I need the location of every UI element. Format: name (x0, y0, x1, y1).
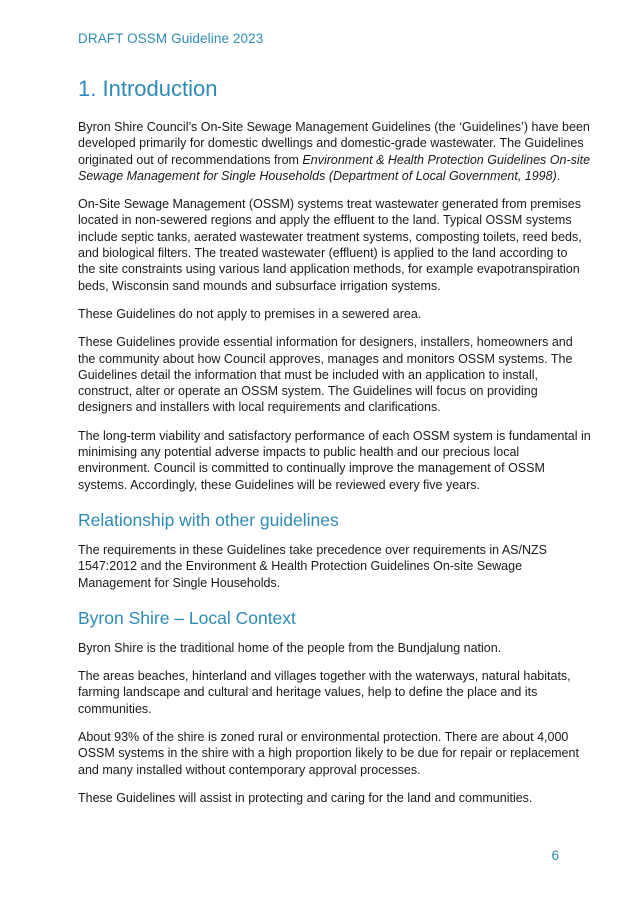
local-context-paragraph-1 (78, 640, 566, 656)
text-line: developed primarily for domestic dwellings and domestic-grade wastewater. The Guidelines (78, 136, 584, 151)
text-line: farming landscape and cultural and heritage values, help to define the place and its (78, 685, 538, 700)
text-line: construct, alter or operate an OSSM system. The Guidelines will focus on providing (78, 384, 538, 399)
page-content (78, 74, 591, 818)
text-line: About 93% of the shire is zoned rural or environmental protection. There are about 4,000 (78, 730, 569, 745)
text-line-mixed (78, 152, 591, 168)
text-line: the site constraints using various land application methods, for example evapotranspiration (78, 262, 580, 277)
text-line: OSSM systems in the shire with a high proportion likely to be due for repair or replacement (78, 746, 579, 761)
text-line: Management for Single Households. (78, 575, 281, 590)
text-line: The requirements in these Guidelines take precedence over requirements in AS/NZS (78, 542, 547, 557)
text-line: environment. Council is committed to continually improve the management of OSSM (78, 461, 545, 476)
citation-italic: Sewage Management for Single Households (Department of Local Government, 1998) (78, 168, 557, 183)
text-line: include septic tanks, aerated wastewater treatment systems, composting toilets, reed beds, (78, 229, 582, 244)
local-context-paragraph-3 (78, 729, 579, 778)
text-line-mixed (78, 168, 566, 184)
text-fragment: originated out of recommendations from (78, 152, 303, 167)
text-line: communities. (78, 701, 152, 716)
text-line: and many installed without contemporary approval processes. (78, 762, 421, 777)
intro-paragraph-4 (78, 334, 573, 415)
text-line: 1547:2012 and the Environment & Health Protection Guidelines On-site Sewage (78, 559, 523, 574)
text-line: Byron Shire is the traditional home of the people from the Bundjalung nation. (78, 640, 502, 655)
local-context-paragraph-4 (78, 790, 566, 806)
text-line: designers and installers with local requirements and clarifications. (78, 400, 441, 415)
text-line: the community about how Council approves, manages and monitors OSSM systems. The (78, 351, 573, 366)
text-line: These Guidelines provide essential information for designers, installers, homeowners and (78, 335, 573, 350)
text-line: minimising any potential adverse impacts to public health and our precious local (78, 445, 520, 460)
intro-paragraph-1 (78, 119, 591, 184)
text-fragment: . (556, 168, 561, 183)
intro-paragraph-3 (78, 306, 566, 322)
section-heading-local-context: Byron Shire – Local Context (78, 607, 296, 628)
intro-paragraph-2 (78, 196, 582, 294)
running-header: DRAFT OSSM Guideline 2023 (78, 31, 264, 46)
section-heading-relationship: Relationship with other guidelines (78, 509, 339, 530)
text-line: Guidelines detail the information that must be included with an application to install, (78, 367, 538, 382)
text-line: On-Site Sewage Management (OSSM) systems treat wastewater generated from premises (78, 197, 581, 212)
text-line: Byron Shire Council’s On-Site Sewage Management Guidelines (the ‘Guidelines’) have been (78, 120, 590, 134)
text-line: and biological filters. The treated wastewater (effluent) is applied to the land according to (78, 246, 568, 261)
heading-number: 1. (78, 76, 97, 101)
text-line: located in non-sewered regions and apply the effluent to the land. Typical OSSM systems (78, 213, 572, 228)
text-line: beds, Wisconsin sand mounds and subsurface irrigation systems. (78, 278, 441, 293)
citation-italic: Environment & Health Protection Guidelines On-site (302, 152, 591, 167)
relationship-paragraph (78, 542, 566, 591)
text-line: systems. Accordingly, these Guidelines will be reviewed every five years. (78, 477, 481, 492)
text-line: The long-term viability and satisfactory performance of each OSSM system is fundamental in (78, 428, 591, 443)
local-context-paragraph-2 (78, 668, 571, 717)
heading-text: Introduction (102, 76, 218, 101)
text-line: These Guidelines will assist in protecting and caring for the land and communities. (78, 790, 533, 805)
text-line: The areas beaches, hinterland and villages together with the waterways, natural habitats, (78, 669, 571, 684)
page-number: 6 (551, 848, 559, 863)
intro-paragraph-5 (78, 428, 591, 493)
text-line: These Guidelines do not apply to premises in a sewered area. (78, 306, 422, 321)
section-heading-introduction (78, 74, 566, 104)
